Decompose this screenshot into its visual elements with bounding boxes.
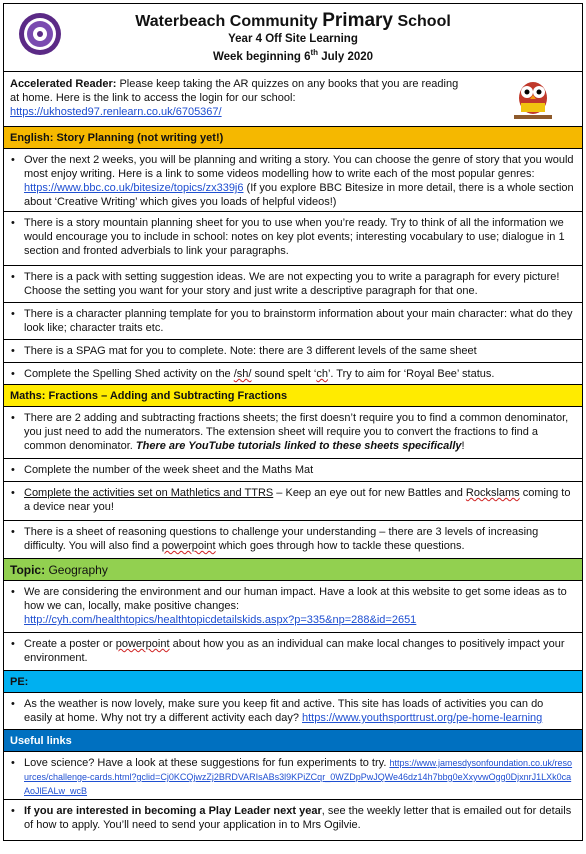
english-item-setting-pack: • There is a pack with setting suggestion ideas. We are not expecting you to write a paragraph for every picture! Choose the setting you want for your story and just write a descriptive paragraph for that one. — [4, 266, 582, 303]
useful-item-science: • Love science? Have a look at these suggestions for fun experiments to try. https://www.jamesdysonfoundation.co.uk/resources/challenge-cards.html?gclid=Cj0KCQjwzZj2BRDVARIsABs3l9KPiZCqr_0WZDpPwJQWe46dz14h7bbg0eXxyvwOgg0DjxnrJ1LXk0caAoJlEALw_wcB — [4, 752, 582, 800]
maths-item-reasoning: • There is a sheet of reasoning questions to challenge your understanding – there are 3 levels of increasing difficulty. You will also find a powerpoint which goes through how to tackle these questions. — [4, 521, 582, 559]
youth-sport-trust-link[interactable]: https://www.youthsporttrust.org/pe-home-learning — [302, 712, 543, 724]
topic-item-environment: • We are considering the environment and our human impact. Have a look at this website to get some ideas as to how we can, locally, make positive changes: http://cyh.com/healthtopics/healthtopicdetailskids.aspx?p=335&np=288&id=2651 — [4, 581, 582, 633]
pe-heading: PE: — [4, 671, 582, 693]
ar-label: Accelerated Reader: — [10, 78, 117, 90]
dyson-foundation-link[interactable]: https://www.jamesdysonfoundation.co.uk/resources/challenge-cards.html?gclid=Cj0KCQjwzZj2BRDVARIsABs3l9KPiZCqr_0WZDpPwJQWe46dz14h7bbg0eXxyvwOgg0DjxnrJ1LXk0caAoJlEALw_wcB — [24, 758, 573, 796]
school-title: Waterbeach Community Primary School — [135, 10, 451, 31]
ar-text: Please keep taking the AR quizzes on any books that you are reading at home. Here is the link to access the login for our school: — [10, 78, 459, 104]
english-heading: English: Story Planning (not writing yet!) — [4, 127, 582, 149]
maths-item-mathletics: • Complete the activities set on Mathletics and TTRS – Keep an eye out for new Battles and Rockslams coming to a device near you! — [4, 482, 582, 521]
school-logo-icon — [18, 12, 62, 56]
maths-heading: Maths: Fractions – Adding and Subtracting Fractions — [4, 385, 582, 407]
pe-item-activities: • As the weather is now lovely, make sure you keep fit and active. This site has loads of activities you can do easily at home. Why not try a different activity each day? https://www.youthsporttrust.org/pe-home-learning — [4, 693, 582, 730]
bbc-bitesize-link[interactable]: https://www.bbc.co.uk/bitesize/topics/zx339j6 — [24, 182, 244, 194]
accelerated-reader-row — [4, 72, 582, 127]
newsletter-page — [3, 3, 583, 841]
topic-heading: Topic: Geography — [4, 559, 582, 581]
maths-item-fractions-sheets: • There are 2 adding and subtracting fractions sheets; the first doesn’t require you to find a common denominator, you just need to add the numerators. The extension sheet will require you to convert the fractions to find a common denominator. There are YouTube tutorials linked to these sheets specifically! — [4, 407, 582, 459]
owl-reading-icon — [512, 76, 554, 122]
week-beginning: Week beginning 6th July 2020 — [212, 48, 374, 63]
useful-links-heading: Useful links — [4, 730, 582, 752]
cyh-health-link[interactable]: http://cyh.com/healthtopics/healthtopicdetailskids.aspx?p=335&np=288&id=2651 — [24, 614, 417, 626]
english-item-story-mountain: • There is a story mountain planning sheet for you to use when you’re ready. Try to think of all the information we would encourage you to include in school: notes on key plot events; interesting vocabulary to use; dialogue in 1 section and fronted adverbials to link your paragraphs. — [4, 212, 582, 266]
topic-item-poster: • Create a poster or powerpoint about how you as an individual can make local changes to positively impact your environment. — [4, 633, 582, 671]
ar-login-link[interactable]: https://ukhosted97.renlearn.co.uk/6705367/ — [10, 106, 222, 118]
useful-item-play-leader: • If you are interested in becoming a Play Leader next year, see the weekly letter that is emailed out for details of how to apply. You’ll need to send your application in to Mrs Ogilvie. — [4, 800, 582, 840]
subtitle: Year 4 Off Site Learning — [228, 33, 358, 45]
maths-item-number-of-week: • Complete the number of the week sheet and the Maths Mat — [4, 459, 582, 482]
english-item-spelling-shed: • Complete the Spelling Shed activity on the /sh/ sound spelt ‘ch’. Try to aim for ‘Royal Bee’ status. — [4, 363, 582, 385]
english-item-genres: • Over the next 2 weeks, you will be planning and writing a story. You can choose the genre of story that you would most enjoy writing. Here is a link to some videos modelling how to write each of the most popular genres: https://www.bbc.co.uk/bitesize/topics/zx339j6 (If you explore BBC Bitesize in more detail, there is a whole section about ‘Creative Writing’ which gives you loads of helpful videos!) — [4, 149, 582, 212]
header — [4, 4, 582, 72]
english-item-character-template: • There is a character planning template for you to brainstorm information about your main character: what do they look like; character traits etc. — [4, 303, 582, 340]
english-item-spag-mat: • There is a SPAG mat for you to complete. Note: there are 3 different levels of the same sheet — [4, 340, 582, 363]
